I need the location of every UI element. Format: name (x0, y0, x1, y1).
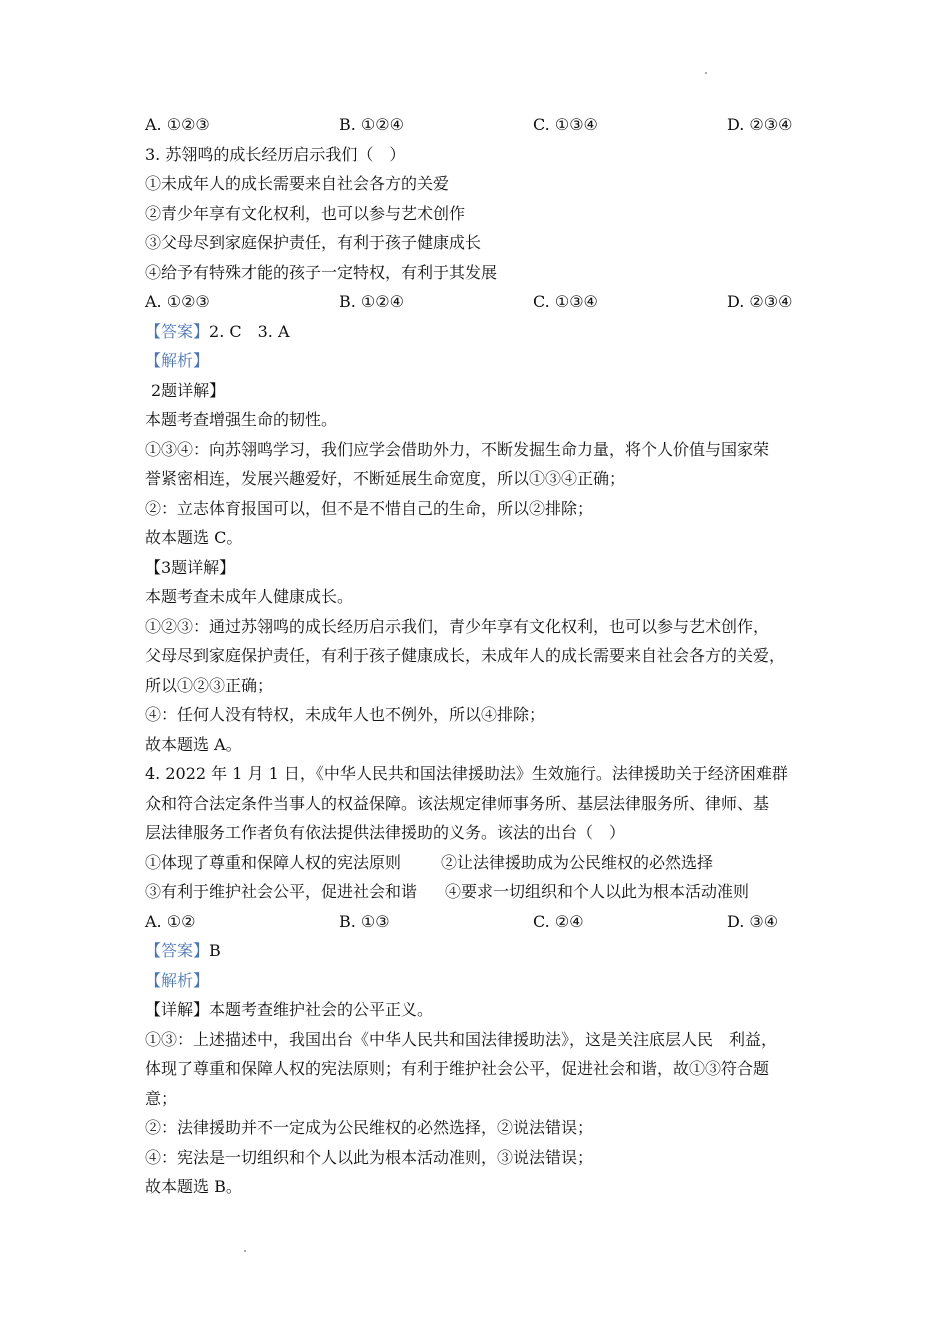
answer-text: B (209, 941, 221, 960)
q4-items-row-2 (145, 878, 810, 908)
detail-2-line: 故本题选 C。 (145, 528, 243, 547)
q2-option-d: D. ②③④ (727, 115, 793, 134)
detail-3-heading: 【3题详解】 (145, 557, 236, 577)
q3-stem: 3. 苏翎鸣的成长经历启示我们（ ） (145, 144, 406, 164)
q4-item-1: ①体现了尊重和保障人权的宪法原则 (145, 852, 402, 872)
analysis-line-2 (145, 967, 810, 997)
detail-4-intro: 本题考查维护社会的公平正义。 (209, 1000, 434, 1019)
q2-option-b: B. ①②④ (339, 115, 404, 134)
detail-3-line: ④：任何人没有特权，未成年人也不例外，所以④排除； (145, 705, 546, 724)
detail-2-line: ②：立志体育报国可以，但不是不惜自己的生命，所以②排除； (145, 498, 594, 518)
q3-item-1: ①未成年人的成长需要来自社会各方的关爱 (145, 174, 450, 193)
q3-item-2: ②青少年享有文化权利，也可以参与艺术创作 (145, 203, 466, 223)
detail-4-line: 意； (145, 1088, 178, 1108)
q2-options (145, 111, 810, 141)
q4-stem-line: 4. 2022 年 1 月 1 日，《中华人民共和国法律援助法》生效施行。法律援助关于经济困难群 (145, 764, 788, 783)
detail-4-first-line (145, 996, 810, 1026)
q3-options (145, 288, 810, 318)
q4-items-row-1 (145, 849, 810, 879)
analysis-line-1 (145, 347, 810, 377)
document-body (145, 111, 810, 1203)
q3-item-3: ③父母尽到家庭保护责任，有利于孩子健康成长 (145, 233, 482, 252)
detail-2-line: 本题考查增强生命的韧性。 (145, 410, 338, 429)
q4-stem-line: 层法律服务工作者负有依法提供法律援助的义务。该法的出台（ ） (145, 823, 626, 842)
corner-mark (705, 72, 707, 74)
answer-tag: 【答案】 (145, 321, 210, 341)
q4-item-2: ②让法律援助成为公民维权的必然选择 (441, 852, 714, 872)
detail-3-line: ①②③：通过苏翎鸣的成长经历启示我们，青少年享有文化权利，也可以参与艺术创作， (145, 616, 770, 636)
q4-option-b: B. ①③ (339, 911, 390, 931)
bottom-mark (244, 1250, 246, 1252)
detail-2-line: 誉紧密相连，发展兴趣爱好，不断延展生命宽度，所以①③④正确； (145, 469, 626, 488)
detail-3-line: 本题考查未成年人健康成长。 (145, 587, 354, 606)
q4-item-4: ④要求一切组织和个人以此为根本活动准则 (445, 882, 750, 901)
detail-3-line: 父母尽到家庭保护责任，有利于孩子健康成长，未成年人的成长需要来自社会各方的关爱， (145, 646, 786, 665)
analysis-tag: 【解析】 (145, 970, 210, 990)
detail-4-line: ④：宪法是一切组织和个人以此为根本活动准则，③说法错误； (145, 1147, 594, 1167)
q2-option-a: A. ①②③ (145, 115, 210, 134)
q3-option-c: C. ①③④ (533, 292, 598, 311)
q4-item-3: ③有利于维护社会公平，促进社会和谐 (145, 882, 418, 901)
detail-4-line: ①③：上述描述中，我国出台《中华人民共和国法律援助法》，这是关注底层人民 利益， (145, 1029, 778, 1049)
detail-2-heading: 2题详解】 (151, 380, 226, 400)
detail-3-line: 所以①②③正确； (145, 675, 274, 695)
q3-option-a: A. ①②③ (145, 292, 210, 311)
analysis-tag: 【解析】 (145, 351, 210, 370)
answer-line-1 (145, 318, 810, 348)
answer-text: 2. C 3. A (209, 321, 290, 341)
detail-4-line: 故本题选 B。 (145, 1177, 242, 1196)
detail-3-line: 故本题选 A。 (145, 734, 242, 754)
q4-options (145, 908, 810, 938)
q3-option-b: B. ①②④ (339, 292, 404, 311)
detail-tag: 【详解】 (145, 1000, 210, 1019)
q3-item-4: ④给予有特殊才能的孩子一定特权，有利于其发展 (145, 262, 498, 282)
q4-stem-line: 众和符合法定条件当事人的权益保障。该法规定律师事务所、基层法律服务所、律师、基 (145, 793, 770, 813)
q3-option-d: D. ②③④ (727, 292, 793, 311)
q2-option-c: C. ①③④ (533, 115, 598, 134)
q4-option-d: D. ③④ (727, 911, 779, 931)
detail-2-line: ①③④：向苏翎鸣学习，我们应学会借助外力，不断发掘生命力量，将个人价值与国家荣 (145, 439, 770, 459)
q4-option-c: C. ②④ (533, 911, 584, 931)
answer-tag: 【答案】 (145, 941, 210, 960)
q4-option-a: A. ①② (145, 911, 196, 931)
detail-4-line: ②：法律援助并不一定成为公民维权的必然选择，②说法错误； (145, 1118, 594, 1137)
detail-4-line: 体现了尊重和保障人权的宪法原则；有利于维护社会公平，促进社会和谐，故①③符合题 (145, 1059, 770, 1078)
answer-line-2 (145, 937, 810, 967)
